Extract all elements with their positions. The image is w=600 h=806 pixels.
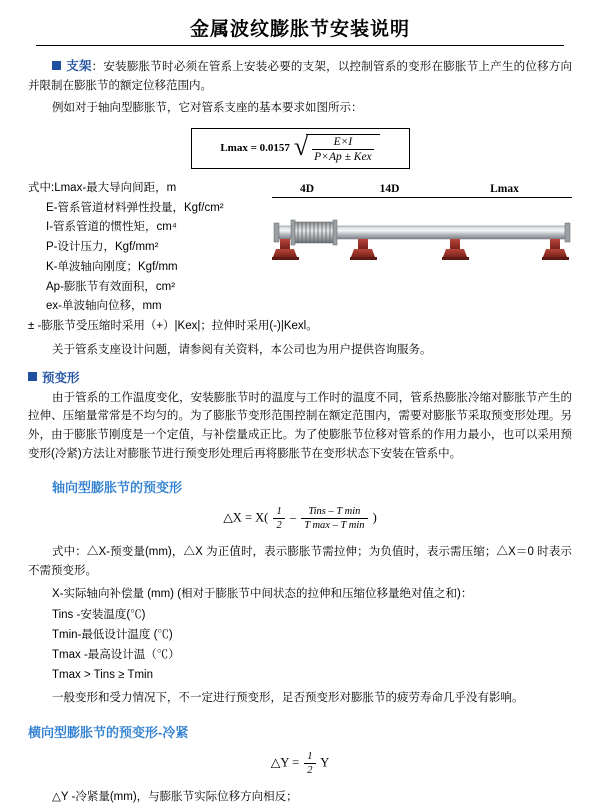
axial-formula-fraction [301, 506, 367, 531]
axial-note-2: Tmin-最低设计温度 (℃) [52, 628, 173, 641]
radical-icon: √ [293, 131, 309, 161]
legend-item-0: E-管系管道材料弹性投量，Kgf/cm² [46, 201, 224, 214]
axial-predeform-notes [52, 584, 572, 685]
figure-label-1: 14D [379, 182, 400, 195]
axial-formula-half-den: 2 [276, 520, 282, 532]
formula-lmax-numerator: E×I [312, 136, 374, 150]
axial-predeform-formula [28, 506, 572, 531]
axial-formula-frac-num: Tins – T min [301, 506, 367, 519]
axial-predeform-explain1: 式中：△X-预变量(mm)，△X 为正值时，表示膨胀节需拉伸；为负值时，表示需压缩；△X＝0 时表示不需预变形。 [28, 546, 572, 577]
figure-label-0-rule [272, 197, 342, 198]
section-bracket-para1: 支架：安装膨胀节时必须在管系上安装必要的支架，以控制管系的变形在膨胀节上产生的位移方向并限制在膨胀节的额定位移范围内。 [28, 59, 573, 92]
formula-lmax-fraction [306, 134, 380, 163]
section-predeform-heading: 预变形 [42, 370, 80, 385]
legend-intro: 式中:Lmax-最大导向间距，m [28, 181, 177, 194]
figure-label-0: 4D [299, 182, 315, 195]
legend-item-4: Ap-膨胀节有效面积，cm² [46, 280, 176, 293]
page-title: 金属波纹膨胀节安装说明 [189, 19, 410, 40]
formula-lmax-lhs: Lmax = 0.0157 [220, 142, 290, 155]
formula-lmax [191, 128, 410, 169]
section-predeform-para1: 由于管系的工作温度变化，安装膨胀节时的温度与工作时的温度不同，管系热膨胀冷缩对膨胀节产生的拉伸、压缩量常常是不均匀的。为了膨胀节变形范围控制在额定范围内，需要对膨胀节采取预变形处理。另外，由于膨胀节刚度是一个定值，与补偿量成正比。为了使膨胀节位移对管系的作用力最小，也可以采用预变形(冷紧)方法让对膨胀节进行预变形处理后再将膨胀节在变形状态下安装在管系中。 [28, 391, 572, 460]
section-bracket-text1: 安装膨胀节时必须在管系上安装必要的支架，以控制管系的变形在膨胀节上产生的位移方向并限制在膨胀节的额定位移范围内。 [28, 61, 573, 92]
section-bracket-heading: 支架 [66, 59, 92, 73]
lateral-formula-rhs: Y [320, 755, 330, 769]
axial-predeform-heading: 轴向型膨胀节的预变形 [52, 480, 183, 496]
lateral-predeform-heading: 横向型膨胀节的预变形-冷紧 [28, 724, 189, 740]
axial-formula-half [273, 506, 284, 531]
pipe-support-figure [272, 183, 572, 274]
legend-item-6: ± -膨胀节受压缩时采用（+）|Kex|；拉伸时采用(-)|Kexl。 [28, 320, 318, 333]
lateral-formula-lhs: △Y = [270, 755, 300, 769]
document-page [0, 14, 600, 803]
figure-label-2-rule [437, 197, 572, 198]
lateral-formula-half-num: 1 [304, 751, 315, 764]
formula-lmax-sqrt [293, 131, 380, 163]
figure-drawing [272, 200, 572, 274]
section-predeform-heading-row [28, 368, 572, 386]
lateral-formula-half-den: 2 [307, 764, 313, 776]
figure-labels [272, 183, 572, 198]
legend-item-5: ex-单波轴向位移，mm [46, 300, 162, 313]
axial-note-4: Tmax > Tins ≥ Tmin [52, 668, 153, 681]
axial-formula-half-num: 1 [273, 506, 284, 519]
axial-formula-frac-den: T max – T min [304, 520, 365, 532]
lateral-formula-half [304, 751, 315, 776]
blue-square-bullet-icon [52, 61, 61, 70]
axial-formula-lhs: △X = X( [223, 510, 269, 525]
bellows-element [291, 220, 337, 245]
axial-note-0: X-实际轴向补偿量 (mm) (相对于膨胀节中间状态的拉伸和压缩位移量绝对值之和)： [52, 588, 473, 601]
lateral-predeform-formula [28, 751, 572, 776]
legend-closing: 关于管系支座设计问题，请参阅有关资料，本公司也为用户提供咨询服务。 [52, 344, 432, 356]
lateral-predeform-explain: △Y -冷紧量(mm)，与膨胀节实际位移方向相反； [52, 790, 298, 803]
axial-note-1: Tins -安装温度(℃) [52, 608, 146, 621]
axial-note-3: Tmax -最高设计温（℃） [52, 648, 180, 661]
formula-lmax-denominator: P×Ap ± Kex [314, 150, 372, 163]
pipe-diagram-svg [272, 200, 572, 274]
title-divider [36, 45, 564, 46]
figure-label-1-rule [342, 197, 437, 198]
legend-item-3: K-单波轴向刚度；Kgf/mm [46, 260, 178, 273]
legend-item-2: P-设计压力，Kgf/mm² [46, 241, 159, 254]
axial-formula-rhs: ) [372, 510, 377, 525]
legend-item-1: I-管系管道的惯性矩，cm⁴ [46, 221, 177, 234]
blue-square-bullet-icon-2 [28, 372, 37, 381]
figure-label-2: Lmax [490, 182, 519, 195]
section-bracket-para2: 例如对于轴向型膨胀节，它对管系支座的基本要求如图所示： [52, 102, 363, 115]
axial-predeform-closing: 一般变形和受力情况下，不一定进行预变形，足否预变形对膨胀节的疲劳寿命几乎没有影响。 [52, 692, 524, 704]
axial-formula-minus: – [289, 510, 297, 525]
